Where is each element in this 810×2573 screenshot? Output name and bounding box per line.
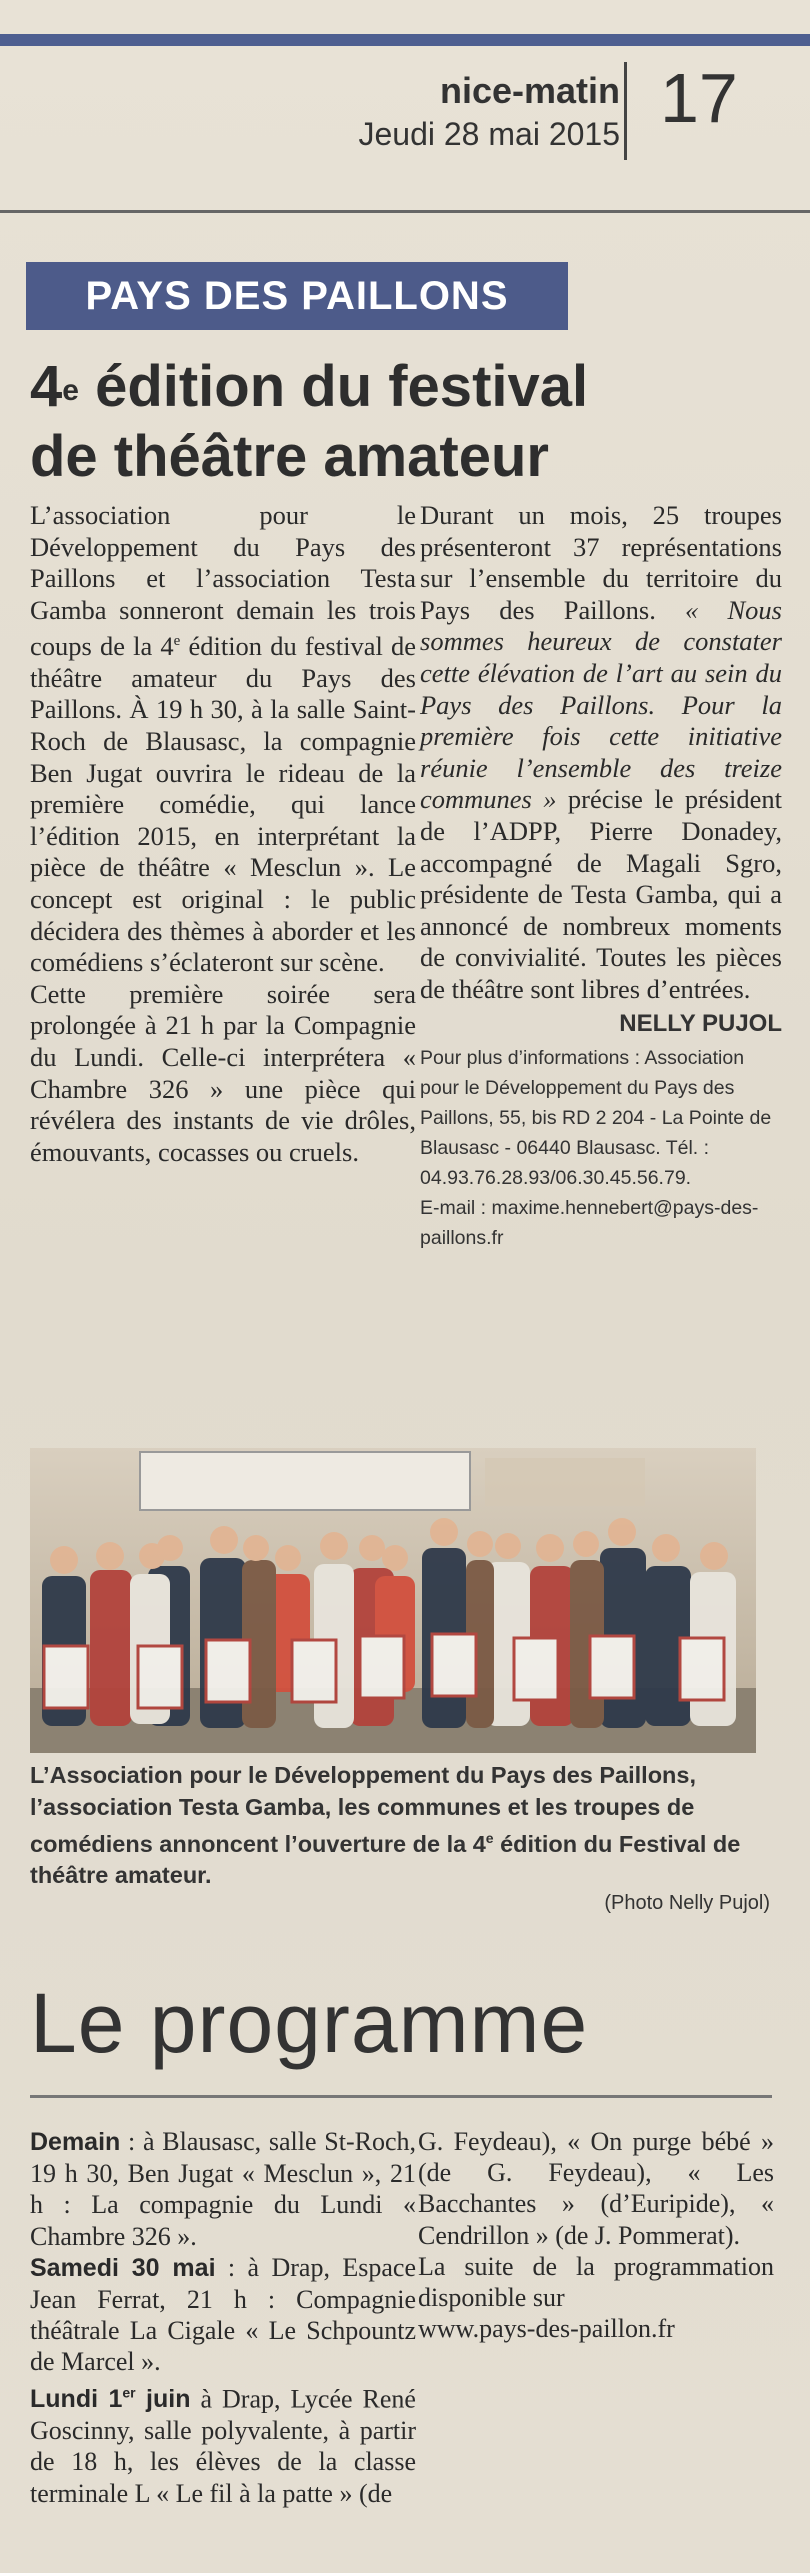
headline-number: 4 [30, 354, 63, 419]
paragraph-text: Durant un mois, 25 troupes présenteront 37 représentations sur l’ensemble du territoire du Pays des Paillons. [420, 500, 782, 625]
programme-entry-continued: G. Feydeau), « On purge bébé » (de G. Feydeau), « Les Bacchantes » (d’Euripide), « Cendrillon » (de J. Pommerat). [418, 2127, 774, 2250]
section-band [26, 262, 568, 330]
top-color-rule [0, 34, 810, 46]
photo-illustration [30, 1448, 756, 1753]
programme-column-left [30, 2126, 416, 2509]
group-photo [30, 1448, 756, 1753]
entry-date: Demain [30, 2128, 121, 2156]
programme-title: Le programme [30, 1976, 589, 2070]
paragraph-text: édition du festival de théâtre amateur du Pays des Paillons. À 19 h 30, à la salle Saint-Roch de Blausasc, la compagnie Ben Jugat ouvrira le rideau de la première comédie, qui lance l’édition 2015, en interprétant la pièce de théâtre « Mesclun ». Le concept est original : le public décidera des thèmes à aborder et les comédiens s’éclateront sur scène. [30, 631, 416, 978]
masthead-bottom-rule [0, 210, 810, 213]
entry-text: à Drap, Lycée René Goscinny, salle polyvalente, à partir de 18 h, les élèves de la classe terminale L « Le fil à la patte » (de [30, 2383, 416, 2508]
info-box [420, 1043, 782, 1253]
photo-caption [30, 1760, 760, 1892]
programme-entry [30, 2252, 416, 2378]
superscript: e [173, 633, 181, 650]
paragraph-text: L’association pour le Développement du Pays des Paillons et l’association Testa Gamba sonneront demain les trois coups de la 4 [30, 500, 416, 662]
programme-suite: La suite de la programmation disponible sur [418, 2251, 774, 2313]
entry-date [30, 2385, 190, 2413]
info-text: Pour plus d’informations : Association pour le Développement du Pays des Paillons, 55, bis RD 2 204 - La Pointe de Blausasc - 06440 Blausasc. Tél. : 04.93.76.28.93/06.30.45.56.79. [420, 1047, 772, 1190]
info-email: E-mail : maxime.hennebert@pays-des-paillons.fr [420, 1197, 759, 1250]
page-number: 17 [660, 59, 738, 137]
entry-text: : à Blausasc, salle St-Roch, 19 h 30, Ben Jugat « Mesclun », 21 h : La compagnie du Lundi « Chambre 326 ». [30, 2127, 416, 2251]
newspaper-name: nice-matin [439, 70, 620, 111]
superscript: e [485, 1830, 494, 1846]
entry-text: : à Drap, Espace Jean Ferrat, 21 h : Compagnie théâtrale La Cigale « Le Schpountz de Marcel ». [30, 2252, 416, 2377]
article-column-right [420, 500, 782, 1253]
entry-date: Samedi 30 mai [30, 2253, 216, 2282]
masthead-divider [624, 62, 627, 160]
paragraph-text: précise le président de l’ADPP, Pierre Donadey, accompagné de Magali Sgro, présidente de Testa Gamba, qui a annoncé de nombreux moments de convivialité. Toutes les pièces de théâtre sont libres d’entrées. [420, 784, 782, 1004]
masthead [0, 52, 810, 162]
section-title: PAYS DES PAILLONS [85, 274, 509, 318]
article-column-left [30, 500, 416, 1168]
caption-text: édition du Festival de théâtre amateur. [30, 1830, 741, 1889]
entry-date-part: Lundi 1 [30, 2384, 123, 2413]
headline-line1: édition du festival [78, 354, 589, 419]
headline-line2: de théâtre amateur [30, 424, 549, 489]
programme-column-right [418, 2126, 774, 2344]
issue-date: Jeudi 28 mai 2015 [358, 116, 620, 152]
author-signature: NELLY PUJOL [619, 1009, 782, 1037]
article-headline [30, 352, 790, 492]
quote: « Nous sommes heureux de constater cette élévation de l’art au sein du Pays des Paillons. Pour la première fois cette initiative réunie l’ensemble des treize communes » [420, 594, 782, 815]
programme-entry [30, 2378, 416, 2509]
programme-entry [30, 2126, 416, 2252]
photo-credit: (Photo Nelly Pujol) [604, 1892, 770, 1914]
headline-superscript: e [62, 374, 79, 407]
superscript: er [122, 2384, 136, 2401]
website-link[interactable]: www.pays-des-paillon.fr [418, 2314, 675, 2344]
caption-text: L’Association pour le Développement du Pays des Paillons, l’association Testa Gamba, les communes et les troupes de comédiens annoncent l’ouverture de la 4 [30, 1762, 697, 1857]
paragraph: Cette première soirée sera prolongée à 21 h par la Compagnie du Lundi. Celle-ci interprétera « Chambre 326 » une pièce qui révélera des instants de vie drôles, émouvants, cocasses ou cruels. [30, 978, 416, 1167]
paragraph [30, 500, 416, 979]
entry-date-part: juin [135, 2384, 191, 2413]
programme-rule [30, 2095, 772, 2098]
paragraph [420, 500, 782, 1006]
